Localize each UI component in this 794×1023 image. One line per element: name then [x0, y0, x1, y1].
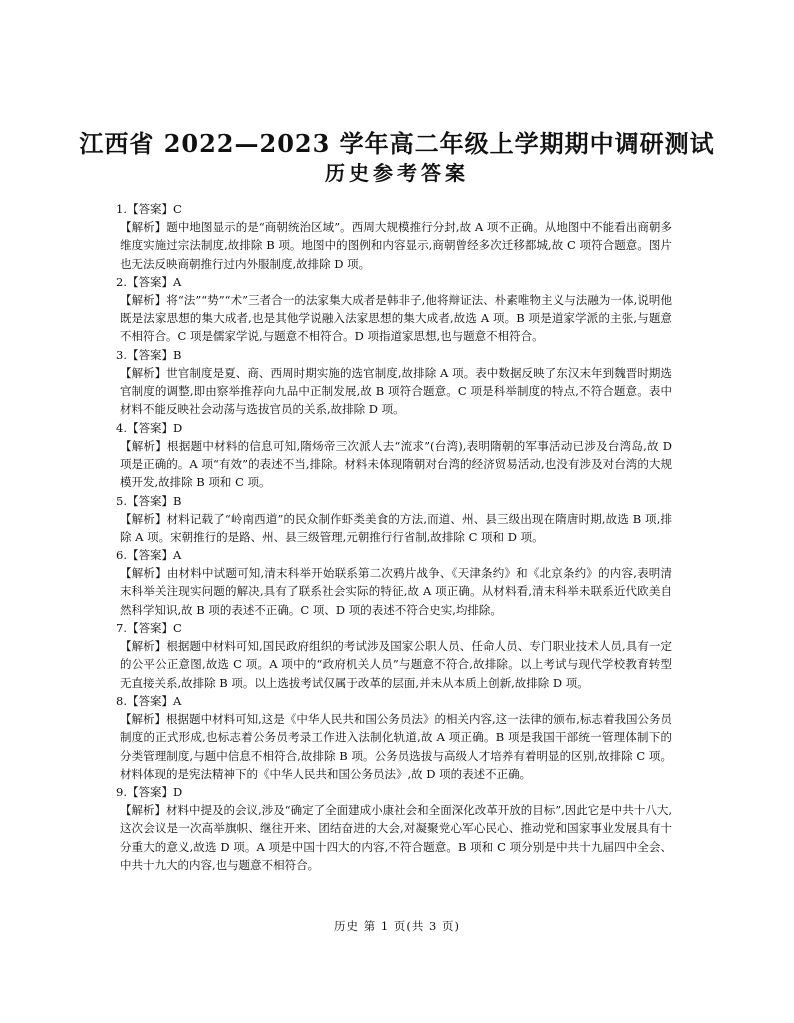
answer-item-8: [116, 692, 672, 783]
answer-item-4: [116, 419, 672, 492]
answer-line: 7.【答案】C: [116, 621, 182, 636]
answer-item-2: [116, 273, 672, 346]
explanation-text: 【解析】题中地图显示的是“商朝统治区域”。西周大规模推行分封,故 A 项不正确。从地图中不能看出商朝多维度实施过宗法制度,故排除 B 项。地图中的图例和内容显示,商朝曾经多次迁移都城,故 C 项符合题意。图片也无法反映商朝推行过内外服制度,故排除 D 项。: [120, 220, 672, 271]
explanation-text: 【解析】材料中提及的会议,涉及“确定了全面建成小康社会和全面深化改革开放的目标”,因此它是中共十八大,这次会议是一次高举旗帜、继往开来、团结奋进的大会,对凝聚党心军心民心、推动党和国家事业发展具有十分重大的意义,故选 D 项。A 项是中国十四大的内容,不符合题意。B 项和 C 项分别是中共十九届四中全会、中共十九大的内容,也与题意不相符合。: [120, 803, 672, 873]
answer-item-7: [116, 619, 672, 692]
explanation-text: 【解析】由材料中试题可知,清末科举开始联系第二次鸦片战争、《天津条约》和《北京条约》的内容,表明清末科举关注现实问题的解决,具有了联系社会实际的特征,故 A 项正确。从材料看,清末科举未联系近代欧美自然科学知识,故 B 项的表述不正确。C 项、D 项的表述不符合史实,均排除。: [120, 566, 672, 617]
explanation-text: 【解析】材料记载了“岭南西道”的民众制作虾类美食的方法,而道、州、县三级出现在隋唐时期,故选 B 项,排除 A 项。宋朝推行的是路、州、县三级管理,元朝推行行省制,故排除 C 项和 D 项。: [120, 511, 672, 544]
answer-line: 5.【答案】B: [116, 493, 182, 508]
document-subtitle: 历史参考答案: [325, 161, 469, 185]
explanation-text: 【解析】世官制度是夏、商、西周时期实施的选官制度,故排除 A 项。表中数据反映了东汉末年到魏晋时期选官制度的调整,即由察举推荐向九品中正制发展,故 B 项符合题意。C 项是科举制度的特点,不符合题意。表中材料不能反映社会动荡与选拔官员的关系,故排除 D 项。: [120, 365, 672, 417]
explanation-text: 【解析】根据题中材料可知,国民政府组织的考试涉及国家公职人员、任命人员、专门职业技术人员,具有一定的公平公正意图,故选 C 项。A 项中的“政府机关人员”与题意不符合,故排除。以上考试与现代学校教育转型无直接关系,故排除 B 项。以上选拔考试仅属于改革的层面,并未从本质上创新,故排除 D 项。: [120, 639, 672, 690]
explanation-text: 【解析】根据题中材料的信息可知,隋炀帝三次派人去“流求”(台湾),表明隋朝的军事活动已涉及台湾岛,故 D 项是正确的。A 项“有效”的表述不当,排除。材料未体现隋朝对台湾的经济贸易活动,也没有涉及对台湾的大规模开发,故排除 B 项和 C 项。: [120, 438, 672, 490]
answer-line: 8.【答案】A: [116, 693, 182, 708]
answer-item-1: [116, 200, 672, 273]
answer-list: [116, 200, 672, 874]
answer-item-9: [116, 783, 672, 874]
answer-line: 4.【答案】D: [116, 420, 183, 435]
answer-line: 1.【答案】C: [116, 202, 182, 216]
document-title: 江西省 2022—2023 学年高二年级上学期期中调研测试: [79, 129, 715, 158]
answer-line: 3.【答案】B: [116, 347, 182, 362]
answer-item-3: [116, 346, 672, 419]
answer-line: 2.【答案】A: [116, 274, 182, 289]
explanation-text: 【解析】将“法”“势”“术”三者合一的法家集大成者是韩非子,他将辩证法、朴素唯物主义与法融为一体,说明他既是法家思想的集大成者,也是其他学说融入法家思想的集大成者,故选 A 项。B 项是道家学派的主张,与题意不相符合。C 项是儒家学说,与题意不相符合。D 项指道家思想,也与题意不相符合。: [120, 292, 672, 344]
answer-item-5: [116, 492, 672, 547]
answer-item-6: [116, 546, 672, 619]
page-footer: 历史 第 1 页(共 3 页): [334, 919, 460, 933]
answer-line: 9.【答案】D: [116, 785, 183, 800]
answer-line: 6.【答案】A: [116, 548, 182, 563]
explanation-text: 【解析】根据题中材料可知,这是《中华人民共和国公务员法》的相关内容,这一法律的颁布,标志着我国公务员制度的正式形成,也标志着公务员考录工作进入法制化轨道,故 A 项正确。B 项是我国干部统一管理体制下的分类管理制度,与题中信息不相符合,故排除 B 项。公务员选拔与高级人才培养有着明显的区别,故排除 C 项。材料体现的是宪法精神下的《中华人民共和国公务员法》,故 D 项的表述不正确。: [120, 711, 672, 781]
